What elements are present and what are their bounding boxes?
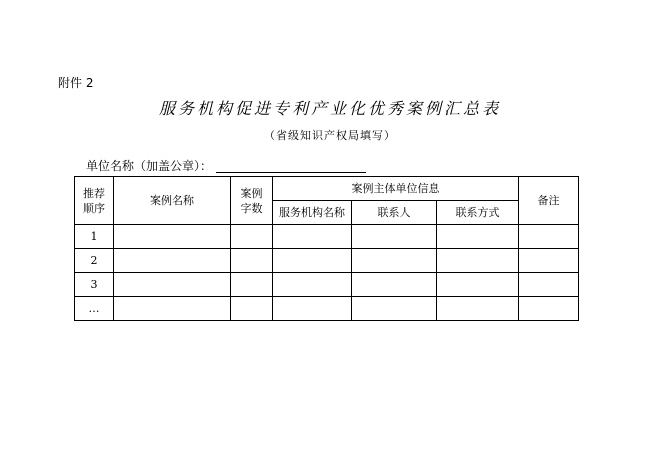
contact-person-cell[interactable]: [352, 297, 437, 321]
contact-info-cell[interactable]: [437, 297, 519, 321]
remarks-cell[interactable]: [519, 225, 579, 249]
header-main-unit-info: 案例主体单位信息: [273, 177, 519, 201]
contact-info-cell[interactable]: [437, 249, 519, 273]
word-count-cell[interactable]: [231, 225, 273, 249]
service-agency-cell[interactable]: [273, 225, 352, 249]
unit-name-line: [86, 159, 366, 173]
header-case-word-count: 案例 字数: [231, 177, 273, 225]
contact-person-cell[interactable]: [352, 225, 437, 249]
row-number: 3: [75, 273, 114, 297]
service-agency-cell[interactable]: [273, 273, 352, 297]
unit-name-blank-field[interactable]: [216, 159, 366, 173]
case-name-cell[interactable]: [114, 297, 231, 321]
table-row: [75, 225, 579, 249]
header-case-name: 案例名称: [114, 177, 231, 225]
contact-person-cell[interactable]: [352, 273, 437, 297]
case-summary-table: [74, 176, 579, 321]
case-name-cell[interactable]: [114, 225, 231, 249]
service-agency-cell[interactable]: [273, 297, 352, 321]
table-row: [75, 249, 579, 273]
header-contact-person: 联系人: [352, 201, 437, 225]
word-count-cell[interactable]: [231, 297, 273, 321]
word-count-cell[interactable]: [231, 273, 273, 297]
contact-info-cell[interactable]: [437, 273, 519, 297]
page-title: 服务机构促进专利产业化优秀案例汇总表: [158, 99, 501, 118]
row-number: 1: [75, 225, 114, 249]
case-name-cell[interactable]: [114, 273, 231, 297]
unit-name-label: 单位名称（加盖公章）：: [86, 159, 213, 173]
remarks-cell[interactable]: [519, 297, 579, 321]
contact-person-cell[interactable]: [352, 249, 437, 273]
row-number: 2: [75, 249, 114, 273]
row-number: …: [75, 297, 114, 321]
table-row: [75, 297, 579, 321]
header-contact-info: 联系方式: [437, 201, 519, 225]
contact-info-cell[interactable]: [437, 225, 519, 249]
case-name-cell[interactable]: [114, 249, 231, 273]
remarks-cell[interactable]: [519, 249, 579, 273]
remarks-cell[interactable]: [519, 273, 579, 297]
service-agency-cell[interactable]: [273, 249, 352, 273]
header-service-agency-name: 服务机构名称: [273, 201, 352, 225]
page-subtitle: （省级知识产权局填写）: [264, 129, 396, 142]
header-recommend-order: 推荐 顺序: [75, 177, 114, 225]
attachment-label: 附件 2: [58, 76, 94, 90]
header-remarks: 备注: [519, 177, 579, 225]
table-row: [75, 273, 579, 297]
word-count-cell[interactable]: [231, 249, 273, 273]
